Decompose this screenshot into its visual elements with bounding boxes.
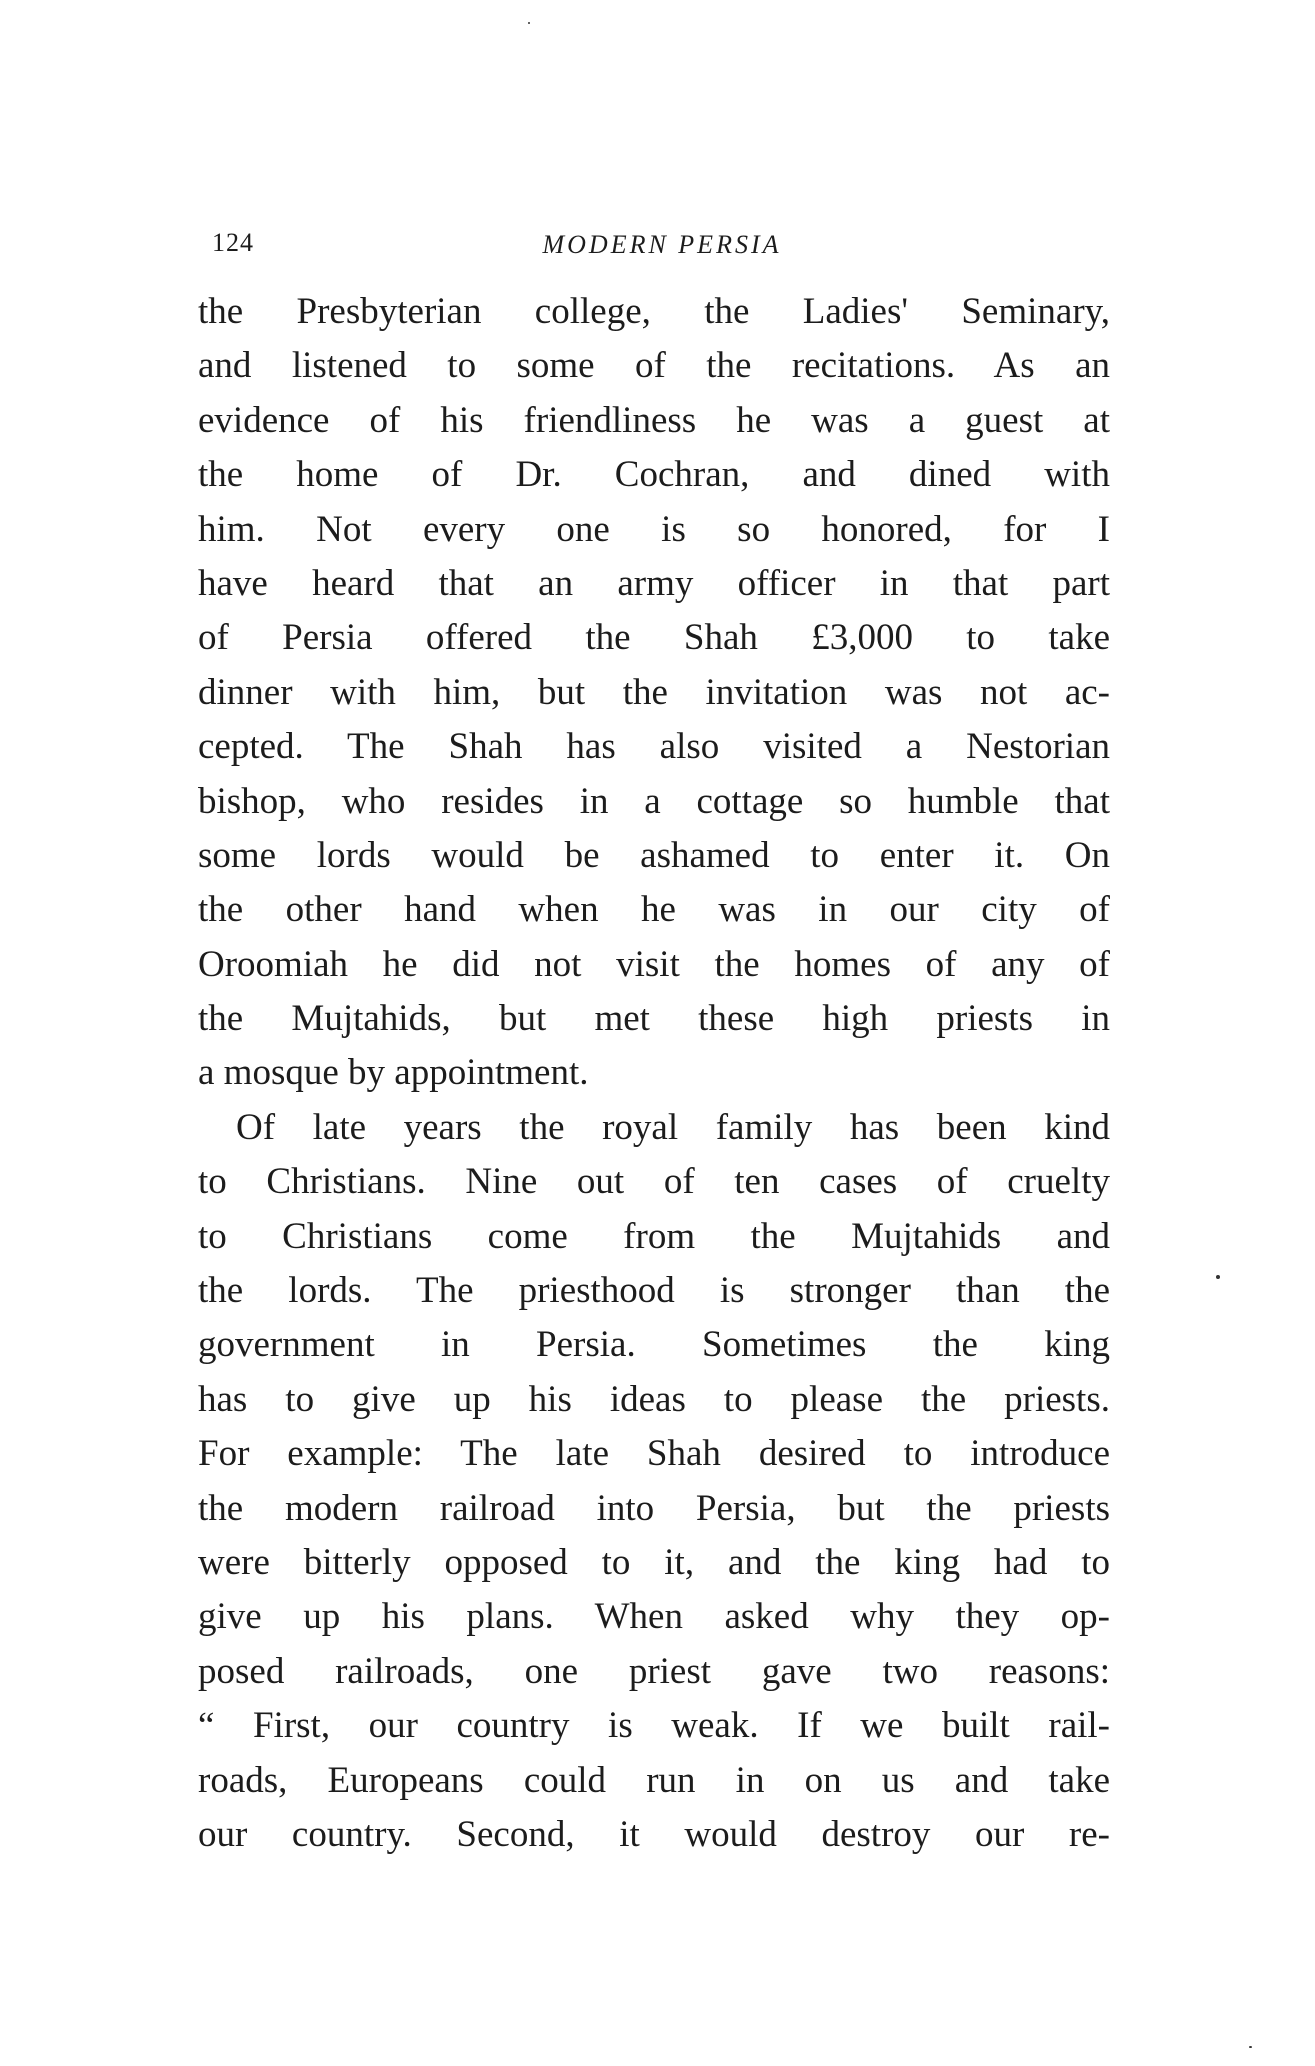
text-line: roads, Europeans could run in on us and take [198,1759,1110,1801]
text-line: to Christians. Nine out of ten cases of cruelty [198,1161,1110,1203]
text-line: “ First, our country is weak. If we built rail- [198,1705,1110,1747]
text-line: For example: The late Shah desired to introduce [198,1433,1110,1475]
text-line: evidence of his friendliness he was a guest at [198,399,1110,441]
text-line: the modern railroad into Persia, but the priests [198,1487,1110,1529]
text-line: of Persia offered the Shah £3,000 to take [198,617,1110,659]
text-line: give up his plans. When asked why they op- [198,1596,1110,1638]
text-line: some lords would be ashamed to enter it. On [198,834,1110,876]
body-text [198,285,1110,1862]
page-header [212,228,1112,268]
text-line: him. Not every one is so honored, for I [198,508,1110,550]
text-line: a mosque by appointment. [198,1052,589,1094]
text-line: the other hand when he was in our city of [198,889,1110,931]
page-number: 124 [212,228,254,257]
text-line: were bitterly opposed to it, and the king had to [198,1541,1110,1583]
scan-speck [1216,1275,1220,1279]
scan-speck [528,22,530,24]
text-line: dinner with him, but the invitation was not ac- [198,671,1110,713]
text-line: cepted. The Shah has also visited a Nestorian [198,726,1110,768]
scan-speck [1249,2046,1252,2048]
text-line: have heard that an army officer in that part [198,562,1110,604]
text-line: the Presbyterian college, the Ladies' Seminary, [198,291,1110,332]
text-line: the home of Dr. Cochran, and dined with [198,454,1110,496]
text-line: Oroomiah he did not visit the homes of any of [198,943,1110,985]
text-line: to Christians come from the Mujtahids and [198,1215,1110,1257]
text-line: our country. Second, it would destroy our re- [198,1813,1110,1855]
text-line: has to give up his ideas to please the priests. [198,1378,1110,1420]
running-title: MODERN PERSIA [542,230,782,259]
text-line: posed railroads, one priest gave two reasons: [198,1650,1110,1692]
text-line: the lords. The priesthood is stronger than the [198,1270,1110,1312]
paragraph [198,285,1110,1101]
text-line: bishop, who resides in a cottage so humble that [198,780,1110,822]
text-line: and listened to some of the recitations. As an [198,345,1110,387]
paragraph [198,1101,1110,1862]
text-line: Of late years the royal family has been kind [236,1106,1110,1148]
text-line: government in Persia. Sometimes the king [198,1324,1110,1366]
text-line: the Mujtahids, but met these high priests in [198,998,1110,1040]
